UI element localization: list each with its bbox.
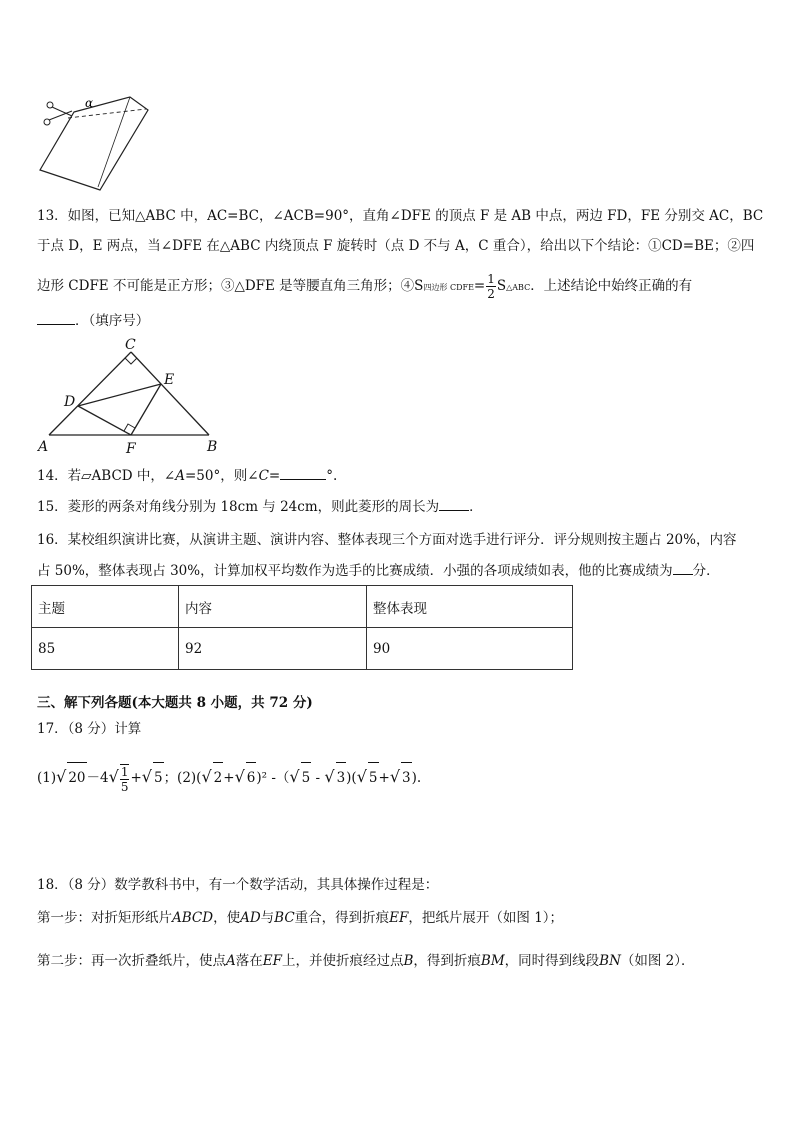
- q16-line2-text: 占 50%，整体表现占 30%，计算加权平均数作为选手的比赛成绩．小强的各项成绩如表，他的比赛成绩为: [37, 563, 673, 579]
- q18-crease-EF: EF: [389, 910, 409, 926]
- q18-title: 18．（8 分）数学教科书中，有一个数学活动，其具体操作过程是：: [37, 877, 439, 893]
- q13-line3: [37, 272, 692, 301]
- radical-icon: √: [289, 767, 300, 786]
- radical-icon: √: [324, 767, 335, 786]
- right-angle-mark-C: [125, 358, 137, 364]
- section-3-title: 三、解下列各题(本大题共 8 小题，共 72 分): [37, 695, 313, 711]
- radical-icon: √: [108, 767, 119, 786]
- q17-mid: )(: [346, 770, 357, 786]
- q13-line3-text-a: 边形 CDFE 不可能是正方形；③△DFE 是等腰直角三角形；④S: [37, 278, 424, 294]
- segment-FD: [78, 406, 131, 435]
- segment-AC: [49, 352, 131, 435]
- paper-side-edge: [98, 97, 130, 187]
- q14: [37, 467, 337, 485]
- table-header-cell: 整体表现: [367, 586, 573, 628]
- triangle-figure: [34, 336, 224, 456]
- table-header-cell: 内容: [179, 586, 367, 628]
- q17-plus: +: [130, 770, 142, 786]
- radical-icon: √: [356, 767, 367, 786]
- q13-fraction-num: 1: [487, 272, 495, 286]
- segment-FE: [131, 384, 161, 435]
- table-cell: 90: [367, 628, 573, 670]
- q18-segment-BN: BN: [599, 953, 621, 969]
- q18-step1-text: 重合，得到折痕: [294, 910, 390, 926]
- q18-step2-text: ，同时得到线段: [504, 953, 600, 969]
- q18-point-A: A: [226, 953, 236, 969]
- q17-sqrt-2: 2: [213, 762, 224, 793]
- q13-answer-blank[interactable]: [37, 312, 75, 325]
- q13-line2: 于点 D，E 两点，当∠DFE 在△ABC 内绕顶点 F 旋转时（点 D 不与 A，C 重合），给出以下个结论：①CD=BE；②四: [37, 238, 755, 254]
- table-row: [32, 628, 573, 670]
- q14-angle-C: C: [258, 468, 269, 484]
- q13-line3-text-b: ．上述结论中始终正确的有: [530, 278, 693, 294]
- q15-text: 15．菱形的两条对角线分别为 18cm 与 24cm，则此菱形的周长为: [37, 499, 440, 515]
- q17-minus-4: －4: [86, 770, 109, 786]
- q17-part1-label: (1): [37, 770, 57, 786]
- table-header-row: [32, 586, 573, 628]
- q14-answer-blank[interactable]: [280, 467, 326, 480]
- q17-expression: [37, 762, 421, 794]
- q17-sqrt-5c: 5: [368, 762, 379, 793]
- q18-step2-text: 落在: [235, 953, 263, 969]
- q17-fraction-den: 5: [120, 779, 129, 794]
- q17-sqrt-20: 20: [67, 762, 86, 793]
- q17-sqrt-5: 5: [153, 762, 164, 793]
- q16-answer-blank[interactable]: [673, 562, 693, 575]
- q18-step2: [37, 952, 695, 970]
- vertex-label-A: A: [38, 439, 49, 455]
- q17-minus: -: [311, 770, 325, 786]
- q18-step2-text: 第二步：再一次折叠纸片，使点: [37, 953, 226, 969]
- q17-squared: )² -（: [256, 770, 290, 786]
- q18-step1: [37, 909, 563, 927]
- q13-line1: 13．如图，已知△ABC 中，AC=BC，∠ACB=90°，直角∠DFE 的顶点 F 是 AB 中点，两边 FD，FE 分别交 AC，BC: [37, 208, 764, 224]
- q18-step1-text: ，把纸片展开（如图 1）；: [408, 910, 564, 926]
- q16-line2-post: 分．: [692, 563, 720, 579]
- q18-step2-text: （如图 2）．: [620, 953, 695, 969]
- vertex-label-D: D: [64, 394, 76, 410]
- q15-answer-blank[interactable]: [439, 498, 469, 511]
- q18-crease-BM: BM: [480, 953, 505, 969]
- q17-plus-2: +: [223, 770, 235, 786]
- q13-subscript-triangle: △ABC: [506, 283, 531, 292]
- radical-icon: √: [389, 767, 401, 786]
- q14-text-pre: 14．若▱ABCD 中，∠: [37, 468, 176, 484]
- table-header-cell: 主题: [32, 586, 179, 628]
- q17-sqrt-3: 3: [336, 762, 347, 793]
- table-cell: 85: [32, 628, 179, 670]
- q14-text-post: °.: [326, 468, 338, 484]
- q13-s: S: [496, 278, 507, 294]
- radical-icon: √: [56, 767, 67, 786]
- q13-fraction-den: 2: [487, 287, 495, 301]
- q17-separator: ；(2)(: [163, 770, 202, 786]
- q13-line4: [37, 312, 149, 330]
- q14-angle-A: A: [175, 468, 185, 484]
- paper-cutting-figure: [38, 95, 153, 195]
- radical-icon: √: [234, 767, 245, 786]
- q18-step1-text: 第一步：对折矩形纸片: [37, 910, 172, 926]
- alpha-label: α: [85, 96, 94, 110]
- vertex-label-C: C: [125, 337, 136, 353]
- vertex-label-E: E: [164, 372, 175, 388]
- q14-eq: =: [268, 468, 281, 484]
- q13-equals: =: [473, 278, 486, 294]
- q17-sqrt-6: 6: [246, 762, 257, 793]
- table-cell: 92: [179, 628, 367, 670]
- q14-text-mid: =50°，则∠: [185, 468, 259, 484]
- q17-end: ).: [411, 770, 422, 786]
- q15-text-post: ．: [469, 499, 483, 515]
- q17-sqrt-5b: 5: [301, 762, 312, 793]
- q17-title: 17．（8 分）计算: [37, 721, 142, 737]
- q17-fraction-num: 1: [120, 764, 129, 779]
- q13-fraction: [486, 272, 496, 301]
- q18-segment-AD: AD: [240, 910, 261, 926]
- q18-step1-text: ，使: [213, 910, 241, 926]
- vertex-label-B: B: [207, 439, 218, 455]
- q18-step2-text: 上，并使折痕经过点: [281, 953, 404, 969]
- q13-subscript-quadrilateral: 四边形 CDFE: [423, 283, 474, 292]
- segment-CB: [131, 352, 209, 435]
- q16-line2: [37, 562, 720, 580]
- q13-line4-text: ．（填序号）: [75, 313, 150, 329]
- q17-plus-3: +: [378, 770, 390, 786]
- q18-crease-EF: EF: [262, 953, 282, 969]
- q18-point-B: B: [403, 953, 414, 969]
- vertex-label-F: F: [126, 441, 136, 456]
- q15: [37, 498, 483, 516]
- q16-line1: 16．某校组织演讲比赛，从演讲主题、演讲内容、整体表现三个方面对选手进行评分．评分规则按主题占 20%，内容: [37, 532, 737, 548]
- q17-sqrt-3b: 3: [401, 762, 412, 793]
- q17-fraction: [120, 764, 130, 794]
- q18-step1-text: 与: [260, 910, 275, 926]
- radical-icon: √: [201, 767, 212, 786]
- q18-step2-text: ，得到折痕: [413, 953, 481, 969]
- q18-rect-ABCD: ABCD: [172, 910, 214, 926]
- q18-segment-BC: BC: [274, 910, 295, 926]
- score-table: [31, 585, 573, 670]
- segment-DE: [78, 384, 161, 406]
- radical-icon: √: [141, 767, 152, 786]
